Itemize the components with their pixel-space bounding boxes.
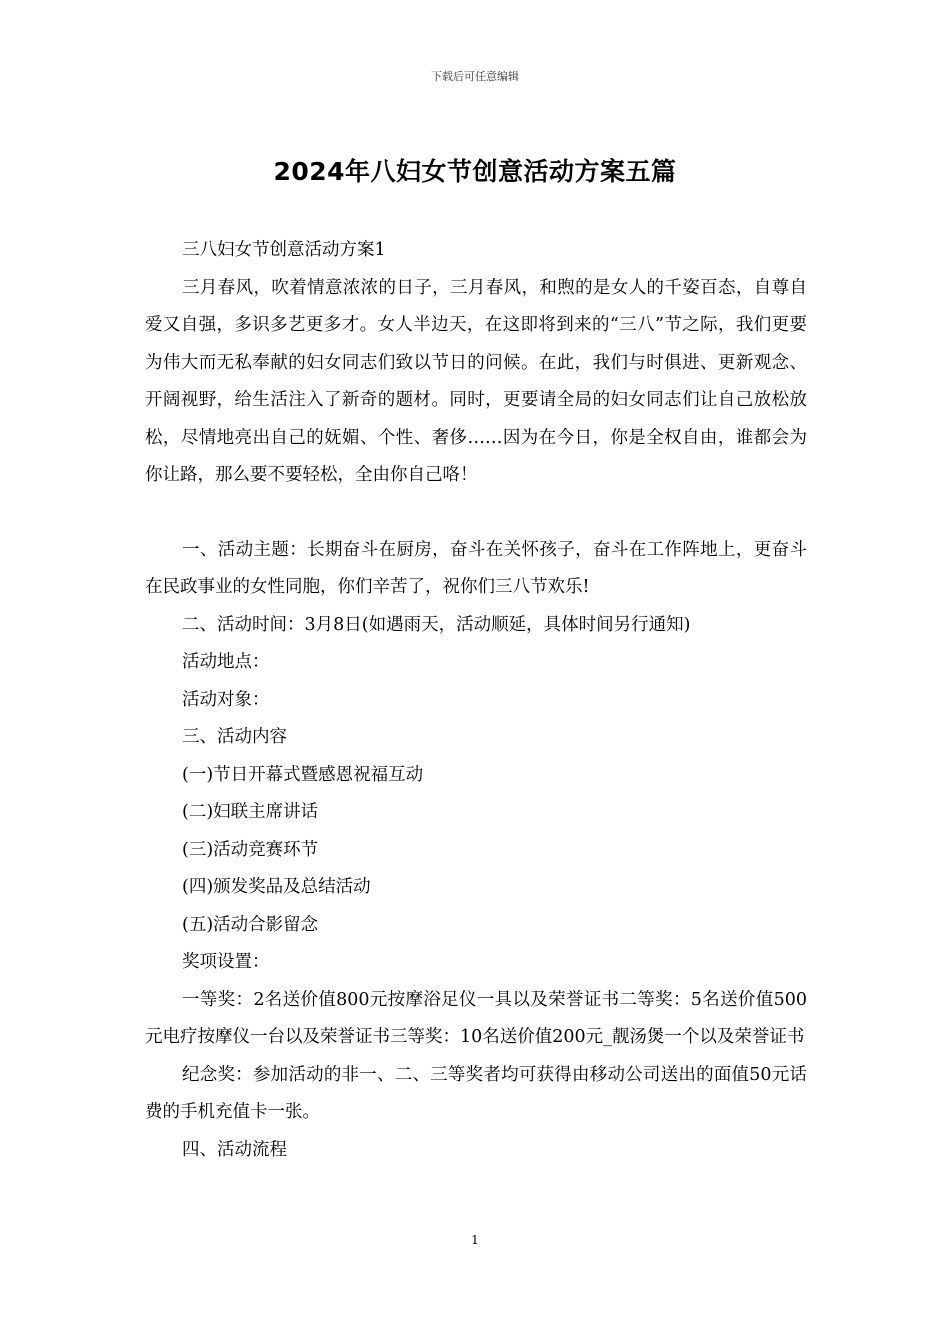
activity-content-heading: 三、活动内容 [182,727,287,747]
document-title: 2024年八妇女节创意活动方案五篇 [273,157,677,186]
section-heading: 三八妇女节创意活动方案1 [182,240,386,260]
page-number: 1 [471,1233,479,1247]
awards-heading: 奖项设置： [182,952,270,972]
document-body [145,232,807,1169]
activity-audience: 活动对象： [182,689,270,710]
content-item-4: (四)颁发奖品及总结活动 [182,877,371,897]
activity-time: 二、活动时间：3月8日(如遇雨天，活动顺延，具体时间另行通知) [182,614,691,635]
content-item-5: (五)活动合影留念 [182,914,319,935]
commemorative-award: 纪念奖：参加活动的非一、二、三等奖者均可获得由移动公司送出的面值50元话费的手机充值卡一张。 [145,1064,807,1122]
content-item-3: (三)活动竞赛环节 [182,839,319,860]
activity-process-heading: 四、活动流程 [182,1139,287,1160]
activity-theme: 一、活动主题：长期奋斗在厨房，奋斗在关怀孩子，奋斗在工作阵地上，更奋斗在民政事业的女性同胞，你们辛苦了，祝你们三八节欢乐! [145,539,807,597]
paragraph-gap [145,495,807,532]
header-note: 下载后可任意编辑 [431,70,519,83]
intro-paragraph: 三月春风，吹着情意浓浓的日子，三月春风，和煦的是女人的千姿百态，自尊自爱又自强，多识多艺更多才。女人半边天，在这即将到来的“三八”节之际，我们更要为伟大而无私奉献的妇女同志们致以节日的问候。在此，我们与时俱进、更新观念、开阔视野，给生活注入了新奇的题材。同时，更要请全局的妇女同志们让自己放松放松，尽情地亮出自己的妩媚、个性、奢侈……因为在今日，你是全权自由，谁都会为你让路，那么要不要轻松，全由你自己咯！ [145,277,807,485]
awards-details: 一等奖：2名送价值800元按摩浴足仪一具以及荣誉证书二等奖：5名送价值500元电疗按摩仪一台以及荣誉证书三等奖：10名送价值200元_靓汤煲一个以及荣誉证书 [145,989,807,1047]
content-item-2: (二)妇联主席讲话 [182,802,319,822]
content-item-1: (一)节日开幕式暨感恩祝福互动 [182,764,424,785]
activity-location: 活动地点： [182,652,270,672]
